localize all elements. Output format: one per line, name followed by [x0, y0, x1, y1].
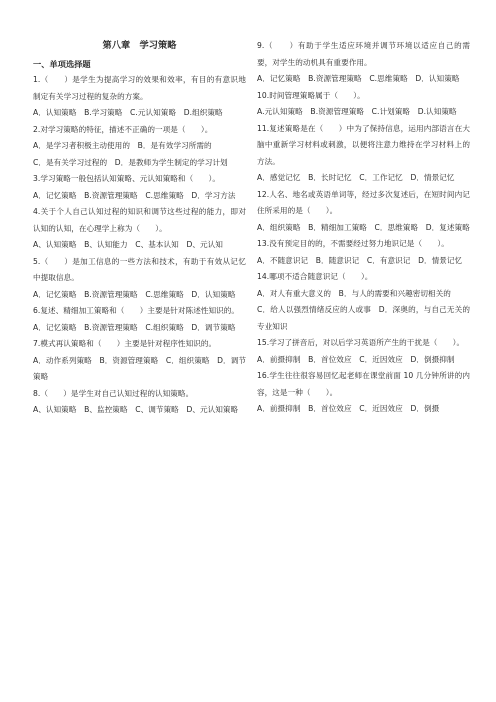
- question-text: 12.人名、地名或英语单词等，经过多次复述后，在短时间内记住所采用的是（ ）。: [257, 189, 470, 215]
- question-text: 14.哪项不适合随意识记（ ）。: [257, 272, 373, 281]
- question-text: 3.学习策略一般包括认知策略、元认知策略和（ ）。: [33, 174, 220, 183]
- answer-options: A.元认知策略 B.资源管理策略 C.计划策略 D.认知策略: [257, 107, 457, 116]
- answer-options: A．组织策略 B．精细加工策略 C．思维策略 D．复述策略: [257, 222, 470, 232]
- question-text: 4.关于个人自己认知过程的知识和调节这些过程的能力，即对认知的认知，在心理学上称为（ ）。: [33, 207, 246, 233]
- answer-options: A．不随意识记 B．随意识记 C．有意识记 D．情景记忆: [257, 255, 463, 265]
- question-text: 6.复述、精细加工策略和（ ）主要是针对陈述性知识的。: [33, 306, 240, 315]
- answer-options: A．感觉记忆 B．长时记忆 C．工作记忆 D．情景记忆: [257, 173, 455, 182]
- left-column: [33, 38, 246, 419]
- question-text: 2.对学习策略的特征，描述不正确的一项是（ ）。: [33, 124, 213, 134]
- section-title: 一、单项选择题: [33, 59, 91, 69]
- answer-options: A．对人有重大意义的 B．与人的需要和兴趣密切相关的: [257, 288, 451, 298]
- question-text: 11.复述策略是在（ ）中为了保持信息，运用内部语言在大脑中重新学习材料或刺激，以便将注意力维持在学习材料上的方法。: [257, 123, 470, 166]
- answer-options: A．记忆策略 B.资源管理策略 C.思维策略 D．认知策略: [257, 74, 460, 83]
- answer-options: A．认知策略 B.学习策略 C.元认知策略 D.组织策略: [33, 108, 223, 117]
- question-text: 8.（ ）是学生对自己认知过程的认知策略。: [33, 388, 194, 398]
- answer-options: A．动作系列策略 B．资源管理策略 C．组织策略 D．调节策略: [33, 355, 246, 381]
- answer-options: A．前摄抑制 B．首位效应 C．近因效应 D．倒摄: [257, 404, 440, 413]
- question-text: 10.时间管理策略属于（ ）。: [257, 90, 365, 100]
- question-text: 7.模式再认策略和（ ）主要是针对程序性知识的。: [33, 339, 217, 348]
- question-text: 9.（ ）有助于学生适应环境并调节环境以适应自己的需要，对学生的动机具有重要作用。: [257, 41, 470, 67]
- question-text: 15.学习了拼音后，对以后学习英语所产生的干扰是（ ）。: [257, 338, 465, 347]
- question-text: 1.（ ）是学生为提高学习的效果和效率，有目的有意识地制定有关学习过程的复杂的方案。: [33, 75, 246, 101]
- answer-options: A．前摄抑制 B．首位效应 C．近因效应 D．倒摄抑制: [257, 354, 455, 364]
- right-column-body: [257, 38, 470, 418]
- question-text: 16.学生往往很容易回忆起老师在课堂前面 10 几分钟所讲的内容，这是一种（ ）。: [257, 371, 470, 397]
- answer-options: C．是有关学习过程的 D．是教师为学生制定的学习计划: [33, 157, 228, 167]
- answer-options: A、认知策略 B、监控策略 C、调节策略 D、元认知策略: [33, 405, 239, 414]
- answer-options: C．给人以强烈情绪反应的人或事 D．深奥的，与自己无关的专业知识: [257, 305, 470, 331]
- answer-options: A、认知策略 B、认知能力 C、基本认知 D、元认知: [33, 240, 223, 249]
- chapter-title: 第八章 学习策略: [102, 40, 177, 51]
- left-column-body: [33, 72, 246, 419]
- answer-options: A．记忆策略 B.资源管理策略 C.组织策略 D．调节策略: [33, 322, 236, 332]
- answer-options: A．记忆策略 B.资源管理策略 C.思维策略 D．认知策略: [33, 289, 236, 299]
- answer-options: A．是学习者积极主动使用的 B．是有效学习所需的: [33, 141, 212, 150]
- question-text: 5.（ ）是加工信息的一些方法和技术，有助于有效从记忆中提取信息。: [33, 256, 246, 282]
- right-column: [257, 38, 470, 418]
- question-text: 13.没有预定目的的，不需要经过努力地识记是（ ）。: [257, 239, 449, 248]
- answer-options: A．记忆策略 B.资源管理策略 C.思维策略 D．学习方法: [33, 190, 236, 200]
